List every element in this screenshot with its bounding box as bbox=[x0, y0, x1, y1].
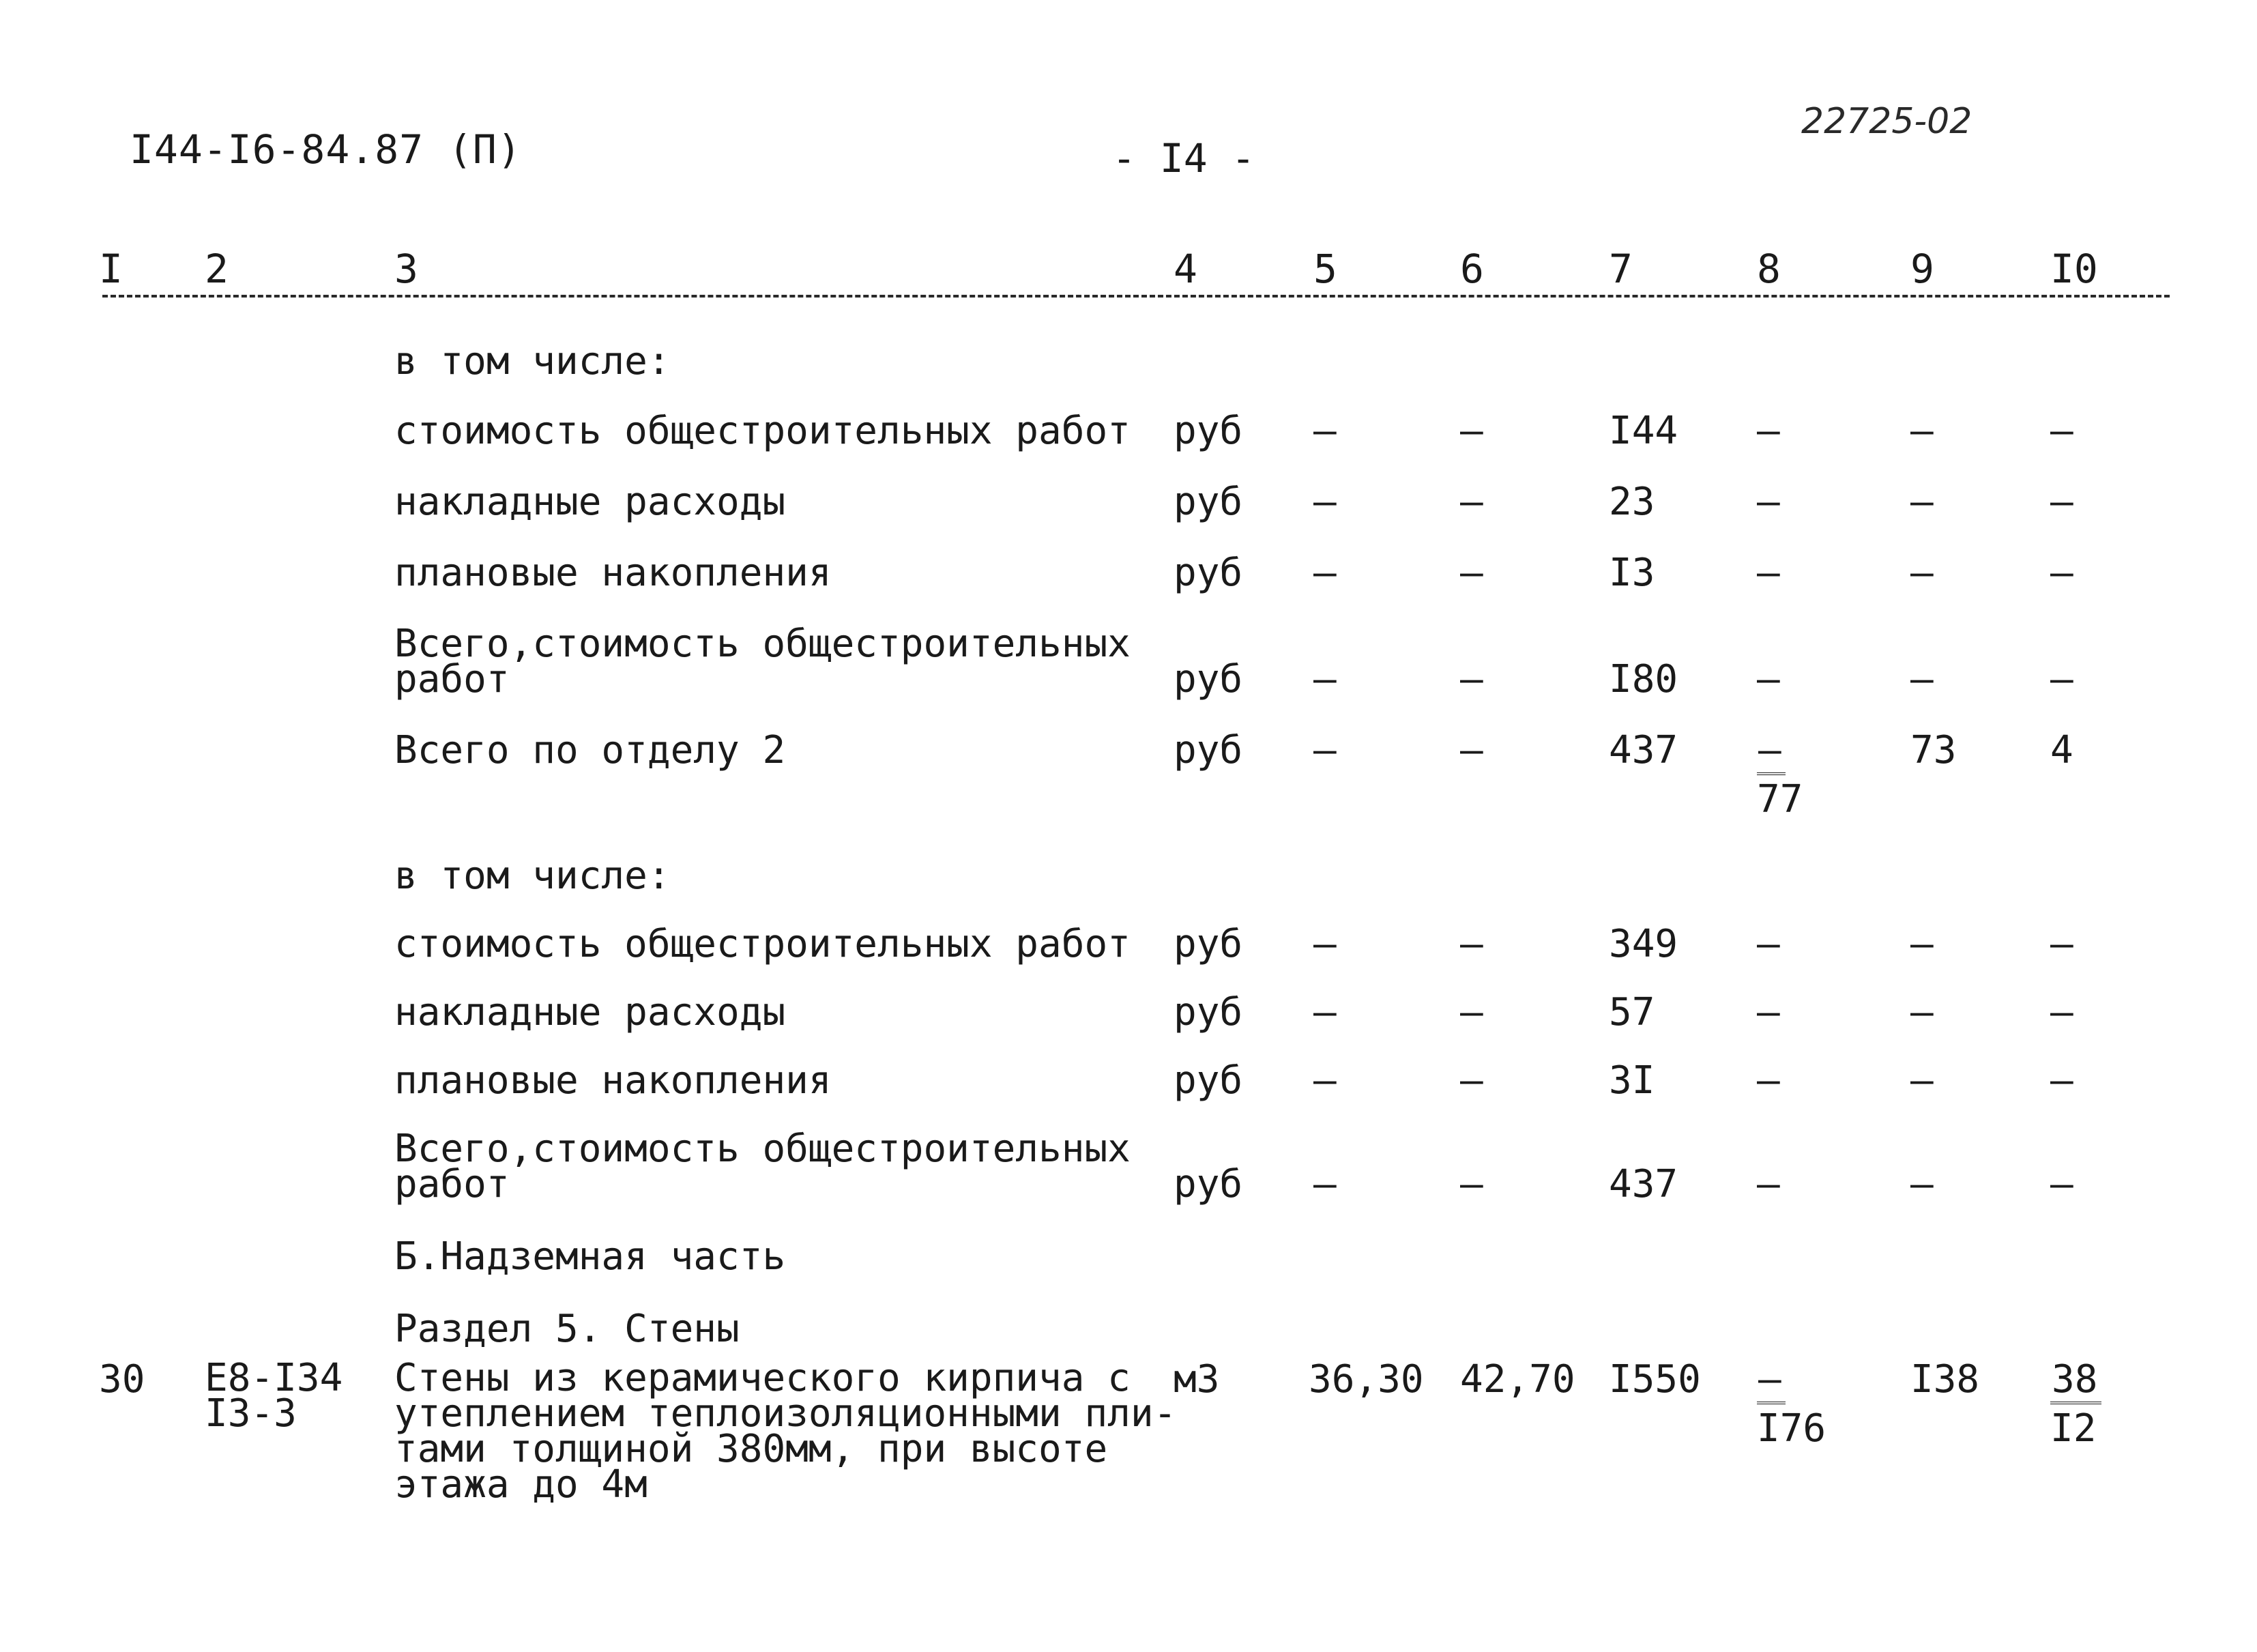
column-header-8: 8 bbox=[1757, 246, 1781, 292]
unit-cell: руб bbox=[1174, 990, 1243, 1034]
cell-col6: – bbox=[1460, 480, 1483, 524]
cell-col5: – bbox=[1313, 409, 1337, 453]
header-divider bbox=[102, 295, 2170, 298]
cell-col10: – bbox=[2050, 480, 2073, 524]
row-label: в том числе: bbox=[394, 854, 671, 898]
cell-col7: 437 bbox=[1609, 728, 1678, 772]
cell-col5: – bbox=[1313, 1162, 1337, 1206]
cell-col5: – bbox=[1313, 657, 1337, 701]
cell-col6: – bbox=[1460, 922, 1483, 966]
cell-col8: – bbox=[1757, 990, 1780, 1034]
cell-col6: – bbox=[1460, 1058, 1483, 1103]
cell-col5: 36,30 bbox=[1309, 1357, 1424, 1402]
cell-col9: – bbox=[1910, 409, 1934, 453]
cell-col7: I550 bbox=[1609, 1357, 1701, 1402]
fraction-denominator: 77 bbox=[1757, 777, 1803, 822]
cell-col7: I44 bbox=[1609, 409, 1678, 453]
cell-col6: – bbox=[1460, 1162, 1483, 1206]
unit-cell: руб bbox=[1174, 728, 1243, 772]
cell-col6: – bbox=[1460, 551, 1483, 595]
row-label: в том числе: bbox=[394, 339, 671, 383]
cell-col8: – bbox=[1757, 657, 1780, 701]
row-label: стоимость общестроительных работ bbox=[394, 922, 1131, 966]
fraction-denominator: I76 bbox=[1757, 1406, 1826, 1451]
column-header-7: 7 bbox=[1609, 246, 1633, 292]
fraction-numerator: – bbox=[1757, 731, 1786, 775]
cell-col7: I3 bbox=[1609, 551, 1655, 595]
cell-col5: – bbox=[1313, 922, 1337, 966]
cell-col6: – bbox=[1460, 409, 1483, 453]
cell-col5: – bbox=[1313, 480, 1337, 524]
unit-cell: руб bbox=[1174, 480, 1243, 524]
cell-col8: – bbox=[1757, 1058, 1780, 1103]
subsection-heading: Раздел 5. Стены bbox=[394, 1307, 740, 1351]
norm-code: Е8-I34 I3-3 bbox=[205, 1356, 343, 1436]
column-header-10: I0 bbox=[2050, 246, 2098, 292]
cell-col8: – bbox=[1757, 409, 1780, 453]
cell-col10: – bbox=[2050, 1162, 2073, 1206]
row-label: плановые накопления bbox=[394, 1058, 832, 1103]
cell-col7: 437 bbox=[1609, 1162, 1678, 1206]
cell-col8: – bbox=[1757, 1162, 1780, 1206]
cell-col6: – bbox=[1460, 657, 1483, 701]
cell-col6: – bbox=[1460, 990, 1483, 1034]
cell-col6: 42,70 bbox=[1460, 1357, 1575, 1402]
cell-col8-fraction bbox=[1757, 728, 1803, 822]
row-label: Всего,стоимость общестроительных работ bbox=[394, 1127, 1131, 1206]
column-header-9: 9 bbox=[1910, 246, 1934, 292]
cell-col8: – bbox=[1757, 551, 1780, 595]
row-label: накладные расходы bbox=[394, 480, 786, 524]
cell-col5: – bbox=[1313, 728, 1337, 772]
archive-stamp: 22725-02 bbox=[1801, 101, 1972, 142]
cell-col5: – bbox=[1313, 990, 1337, 1034]
cell-col8: – bbox=[1757, 480, 1780, 524]
unit-cell: руб bbox=[1174, 657, 1243, 701]
unit-cell: руб bbox=[1174, 922, 1243, 966]
cell-col5: – bbox=[1313, 551, 1337, 595]
column-header-3: 3 bbox=[394, 246, 418, 292]
cell-col6: – bbox=[1460, 728, 1483, 772]
unit-cell: руб bbox=[1174, 1162, 1243, 1206]
column-header-2: 2 bbox=[205, 246, 229, 292]
row-label: плановые накопления bbox=[394, 551, 832, 595]
fraction-denominator: I2 bbox=[2050, 1406, 2097, 1451]
cell-col7: I80 bbox=[1609, 657, 1678, 701]
fraction-numerator: 38 bbox=[2050, 1361, 2101, 1404]
cell-col9: I38 bbox=[1910, 1357, 1980, 1402]
cell-col9: – bbox=[1910, 922, 1934, 966]
fraction-numerator: – bbox=[1757, 1361, 1786, 1404]
cell-col10-fraction bbox=[2050, 1357, 2101, 1451]
document-code: I44-I6-84.87 (П) bbox=[130, 126, 522, 173]
column-header-5: 5 bbox=[1313, 246, 1337, 292]
cell-col7: 349 bbox=[1609, 922, 1678, 966]
cell-col7: 23 bbox=[1609, 480, 1655, 524]
cell-col7: 3I bbox=[1609, 1058, 1655, 1103]
unit-cell: руб bbox=[1174, 551, 1243, 595]
unit-cell: руб bbox=[1174, 1058, 1243, 1103]
row-label: Всего по отделу 2 bbox=[394, 728, 786, 772]
row-label: Всего,стоимость общестроительных работ bbox=[394, 622, 1131, 701]
cell-col8: – bbox=[1757, 922, 1780, 966]
cell-col10: – bbox=[2050, 1058, 2073, 1103]
row-number: 30 bbox=[99, 1357, 145, 1402]
column-header-4: 4 bbox=[1174, 246, 1197, 292]
cell-col9: – bbox=[1910, 480, 1934, 524]
row-label: Стены из керамического кирпича с утеплением теплоизоляционными пли- тами толщиной 380мм, при высоте этажа до 4м bbox=[394, 1356, 1177, 1507]
cell-col7: 57 bbox=[1609, 990, 1655, 1034]
page-number: - I4 - bbox=[1112, 135, 1255, 182]
column-header-6: 6 bbox=[1460, 246, 1484, 292]
cell-col10: – bbox=[2050, 990, 2073, 1034]
cell-col9: – bbox=[1910, 1058, 1934, 1103]
row-label: накладные расходы bbox=[394, 990, 786, 1034]
cell-col10: – bbox=[2050, 409, 2073, 453]
unit-cell: руб bbox=[1174, 409, 1243, 453]
cell-col9: – bbox=[1910, 551, 1934, 595]
section-heading: Б.Надземная часть bbox=[394, 1234, 786, 1279]
cell-col9: – bbox=[1910, 1162, 1934, 1206]
cell-col10: – bbox=[2050, 922, 2073, 966]
cell-col8-fraction bbox=[1757, 1357, 1826, 1451]
cell-col9: – bbox=[1910, 657, 1934, 701]
cell-col5: – bbox=[1313, 1058, 1337, 1103]
cell-col10: – bbox=[2050, 657, 2073, 701]
cell-col9: 73 bbox=[1910, 728, 1957, 772]
unit-cell: м3 bbox=[1174, 1357, 1220, 1402]
row-label: стоимость общестроительных работ bbox=[394, 409, 1131, 453]
cell-col9: – bbox=[1910, 990, 1934, 1034]
column-header-1: I bbox=[99, 246, 123, 292]
cell-col10: – bbox=[2050, 551, 2073, 595]
cell-col10: 4 bbox=[2050, 728, 2073, 772]
